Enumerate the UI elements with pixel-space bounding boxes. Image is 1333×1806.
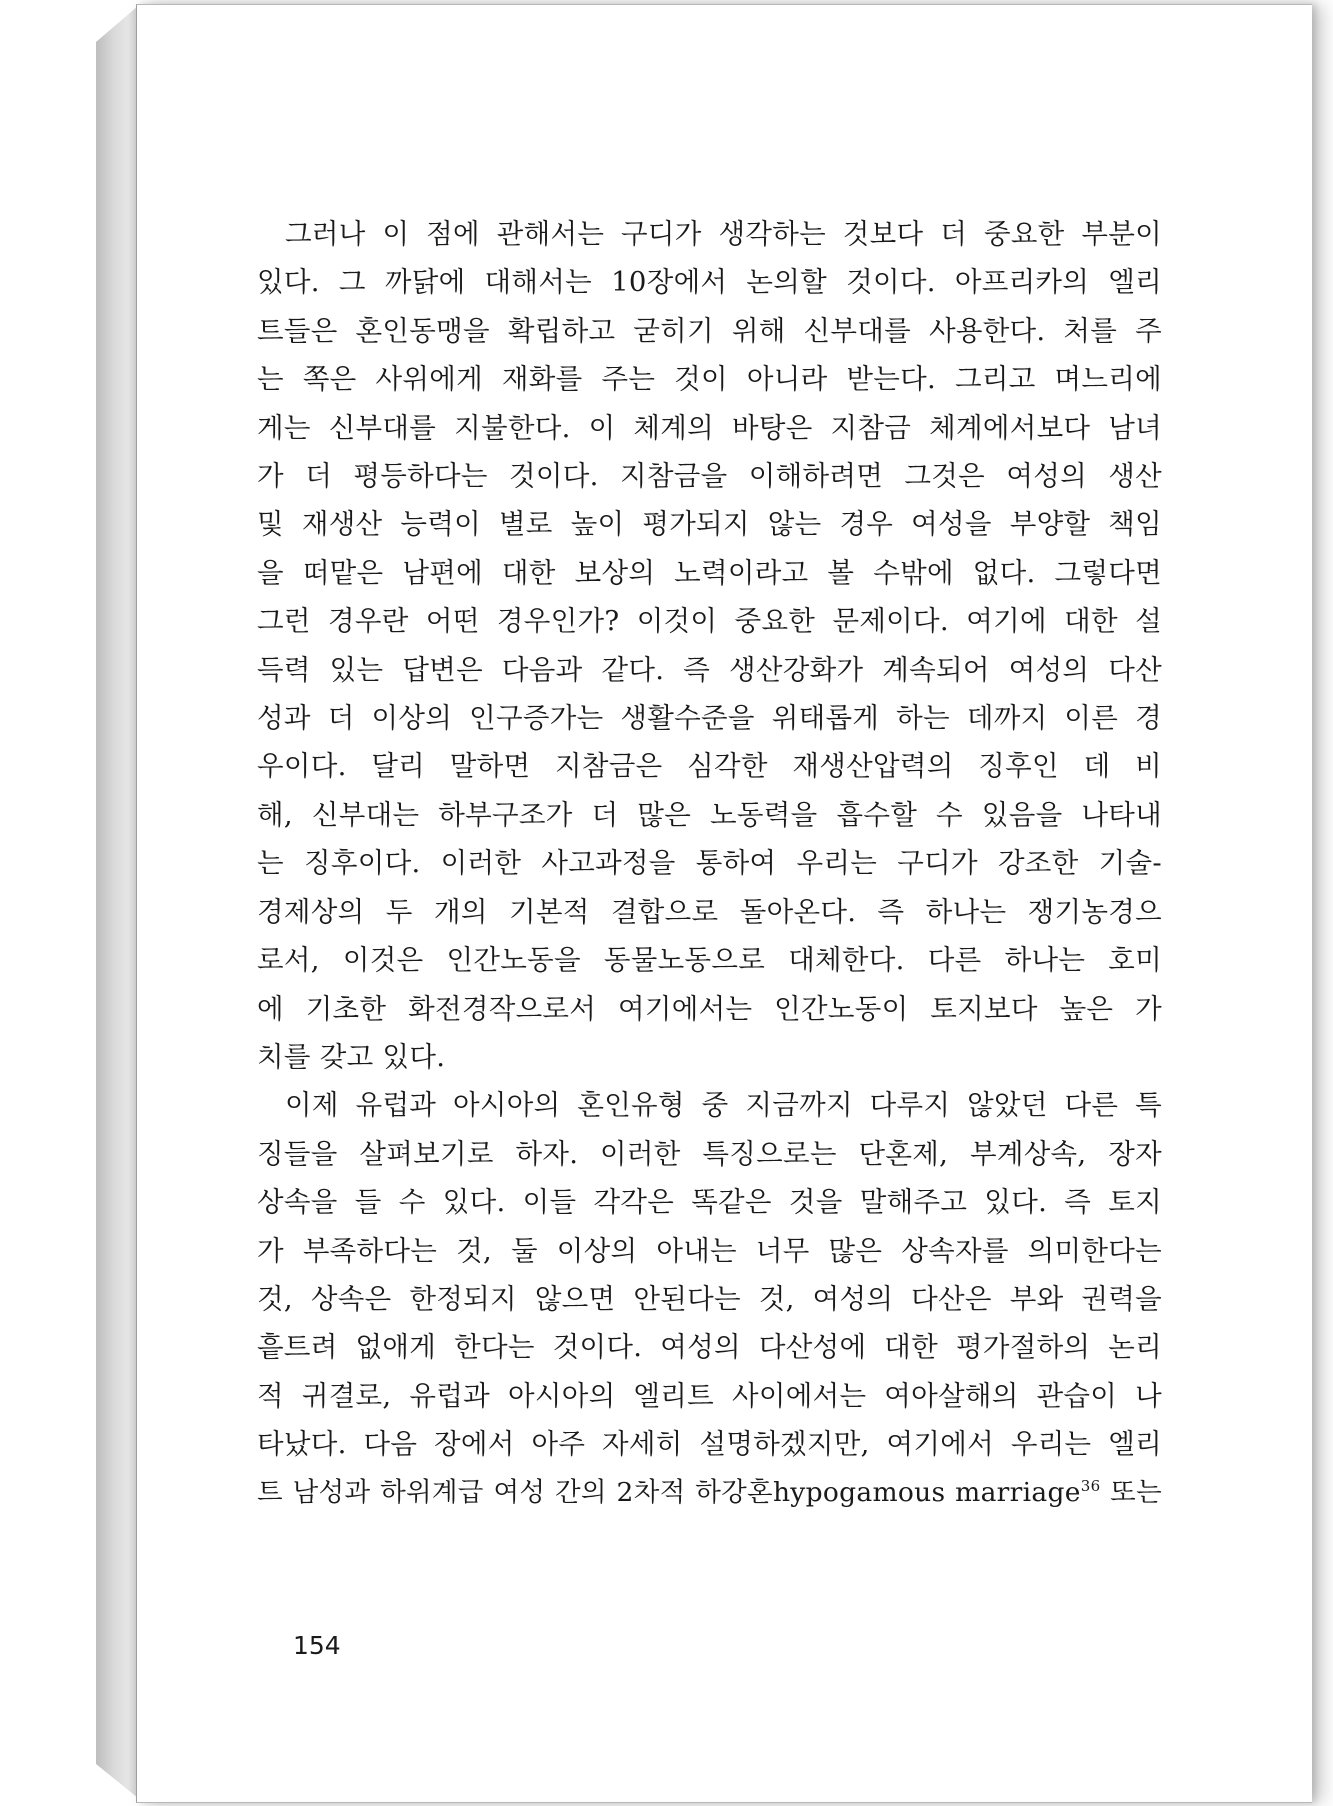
text-line: 그런 경우란 어떤 경우인가? 이것이 중요한 문제이다. 여기에 대한 설 [257,605,1162,638]
text-line: 흩트려 없애게 한다는 것이다. 여성의 다산성에 대한 평가절하의 논리 [257,1331,1162,1364]
text-line: 득력 있는 답변은 다음과 같다. 즉 생산강화가 계속되어 여성의 다산 [257,653,1162,686]
text-line: 성과 더 이상의 인구증가는 생활수준을 위태롭게 하는 데까지 이른 경 [257,702,1162,735]
text-line: 가 더 평등하다는 것이다. 지참금을 이해하려면 그것은 여성의 생산 [257,460,1162,493]
text-line: 적 귀결로, 유럽과 아시아의 엘리트 사이에서는 여아살해의 관습이 나 [257,1379,1162,1412]
book-page-edge [96,6,138,1798]
paragraph-1 [257,210,1162,1081]
text-line: 있다. 그 까닭에 대해서는 10장에서 논의할 것이다. 아프리카의 엘리 [257,266,1162,299]
text-line: 치를 갖고 있다. [257,1040,446,1073]
body-text [257,210,1162,1517]
english-term: hypogamous marriage [772,1476,1081,1508]
footnote-marker[interactable]: 36 [1080,1476,1101,1495]
text-line: 그러나 이 점에 관해서는 구디가 생각하는 것보다 더 중요한 부분이 [285,218,1162,250]
text-line: 및 재생산 능력이 별로 높이 평가되지 않는 경우 여성을 부양할 책임 [257,508,1162,541]
text-segment: 또는 [1100,1476,1162,1508]
text-line: 트들은 혼인동맹을 확립하고 굳히기 위해 신부대를 사용한다. 처를 주 [257,314,1162,347]
text-line: 는 쪽은 사위에게 재화를 주는 것이 아니라 받는다. 그리고 며느리에 [257,363,1162,396]
text-line: 게는 신부대를 지불한다. 이 체계의 바탕은 지참금 체계에서보다 남녀 [257,411,1162,444]
text-line: 상속을 들 수 있다. 이들 각각은 똑같은 것을 말해주고 있다. 즉 토지 [257,1186,1162,1219]
text-line: 우이다. 달리 말하면 지참금은 심각한 재생산압력의 징후인 데 비 [257,750,1162,783]
text-line: 것, 상속은 한정되지 않으면 안된다는 것, 여성의 다산은 부와 권력을 [257,1282,1162,1315]
text-line: 이제 유럽과 아시아의 혼인유형 중 지금까지 다루지 않았던 다른 특 [285,1089,1162,1122]
text-line: 경제상의 두 개의 기본적 결합으로 돌아온다. 즉 하나는 쟁기농경으 [257,895,1162,928]
text-line: 을 떠맡은 남편에 대한 보상의 노력이라고 볼 수밖에 없다. 그렇다면 [257,556,1162,589]
page-number: 154 [293,1631,341,1660]
text-line: 타났다. 다음 장에서 아주 자세히 설명하겠지만, 여기에서 우리는 엘리 [257,1428,1162,1461]
book-page [136,4,1312,1803]
text-line: 로서, 이것은 인간노동을 동물노동으로 대체한다. 다른 하나는 호미 [257,944,1162,977]
paragraph-2 [257,1081,1162,1517]
text-line: 에 기초한 화전경작으로서 여기에서는 인간노동이 토지보다 높은 가 [257,992,1162,1025]
text-line-with-footnote [257,1469,1162,1517]
text-line: 해, 신부대는 하부구조가 더 많은 노동력을 흡수할 수 있음을 나타내 [257,798,1162,831]
text-line: 는 징후이다. 이러한 사고과정을 통하여 우리는 구디가 강조한 기술- [257,847,1162,880]
text-line: 징들을 살펴보기로 하자. 이러한 특징으로는 단혼제, 부계상속, 장자 [257,1137,1162,1170]
text-line: 가 부족하다는 것, 둘 이상의 아내는 너무 많은 상속자를 의미한다는 [257,1234,1162,1267]
text-segment: 트 남성과 하위계급 여성 간의 2차적 하강혼 [257,1476,773,1508]
